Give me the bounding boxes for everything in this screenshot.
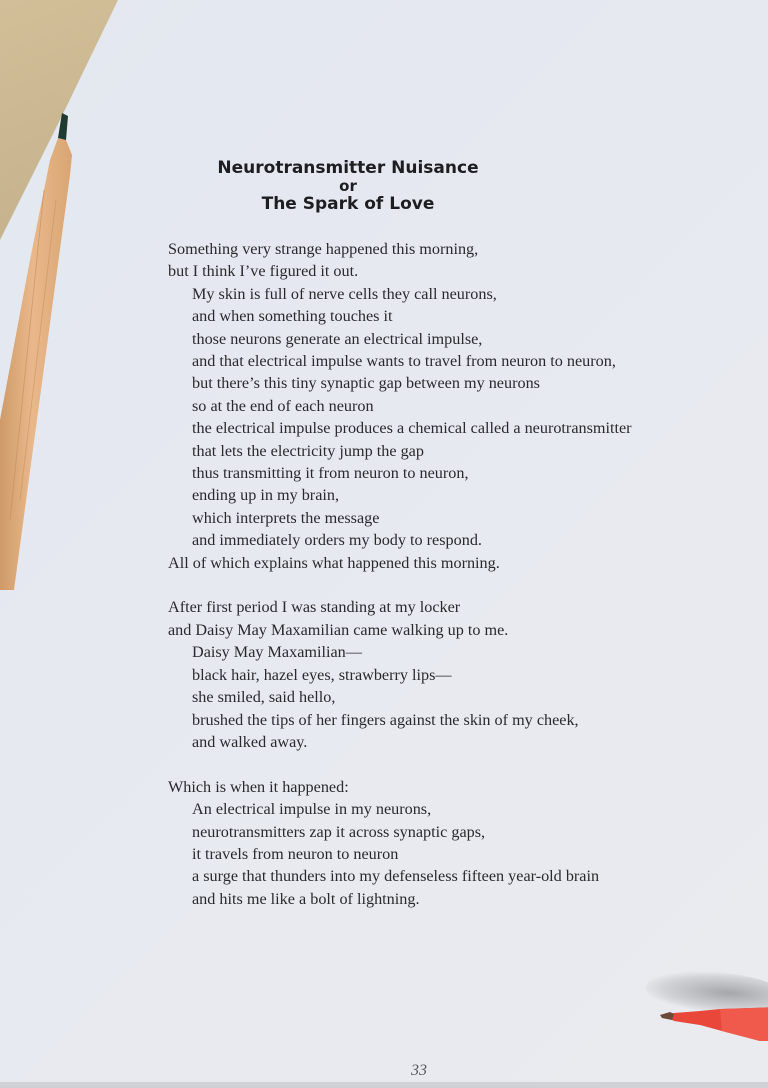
poem-line: and that electrical impulse wants to travel from neuron to neuron, bbox=[192, 352, 616, 371]
poem-line: but there’s this tiny synaptic gap between my neurons bbox=[192, 374, 540, 393]
poem-body bbox=[168, 238, 632, 933]
poem-line: and Daisy May Maxamilian came walking up to me. bbox=[168, 620, 509, 639]
poem-line: All of which explains what happened this morning. bbox=[168, 553, 500, 572]
pencil-icon bbox=[0, 0, 120, 600]
stanza-1 bbox=[168, 238, 632, 574]
stanza-3 bbox=[168, 776, 632, 910]
poem-line: it travels from neuron to neuron bbox=[192, 844, 399, 863]
poem-line: so at the end of each neuron bbox=[192, 396, 374, 415]
title-main: Neurotransmitter Nuisance bbox=[217, 158, 479, 178]
red-pen-icon bbox=[660, 1005, 768, 1045]
page-bottom-edge bbox=[0, 1082, 768, 1088]
poem-line: she smiled, said hello, bbox=[192, 688, 336, 707]
poem-line: thus transmitting it from neuron to neuron, bbox=[192, 464, 469, 483]
title-connector: or bbox=[339, 177, 357, 195]
poem-line: which interprets the message bbox=[192, 508, 380, 527]
poem-line: and hits me like a bolt of lightning. bbox=[192, 889, 420, 908]
poem-line: those neurons generate an electrical impulse, bbox=[192, 329, 483, 348]
poem-line: After first period I was standing at my locker bbox=[168, 598, 461, 617]
poem-line: that lets the electricity jump the gap bbox=[192, 441, 424, 460]
poem-line: and immediately orders my body to respond. bbox=[192, 531, 482, 550]
poem-line: An electrical impulse in my neurons, bbox=[192, 800, 432, 819]
poem-line: and when something touches it bbox=[192, 307, 393, 326]
poem-line: Which is when it happened: bbox=[168, 777, 349, 796]
page-number: 33 bbox=[411, 1062, 427, 1079]
stanza-2 bbox=[168, 596, 632, 753]
poem-title bbox=[160, 158, 536, 215]
title-subtitle: The Spark of Love bbox=[261, 194, 435, 214]
poem-line: brushed the tips of her fingers against the skin of my cheek, bbox=[192, 710, 579, 729]
poem-line: black hair, hazel eyes, strawberry lips— bbox=[192, 665, 452, 684]
poem-line: and walked away. bbox=[192, 732, 308, 751]
poem-line: but I think I’ve figured it out. bbox=[168, 262, 359, 281]
poem-line: Daisy May Maxamilian— bbox=[192, 643, 362, 662]
poem-line: My skin is full of nerve cells they call neurons, bbox=[192, 284, 497, 303]
poem-line: a surge that thunders into my defenseless fifteen year-old brain bbox=[192, 867, 600, 886]
poem-line: the electrical impulse produces a chemical called a neurotransmitter bbox=[192, 419, 632, 438]
poem-line: ending up in my brain, bbox=[192, 486, 340, 505]
poem-line: neurotransmitters zap it across synaptic gaps, bbox=[192, 822, 486, 841]
poem-line: Something very strange happened this morning, bbox=[168, 240, 479, 258]
